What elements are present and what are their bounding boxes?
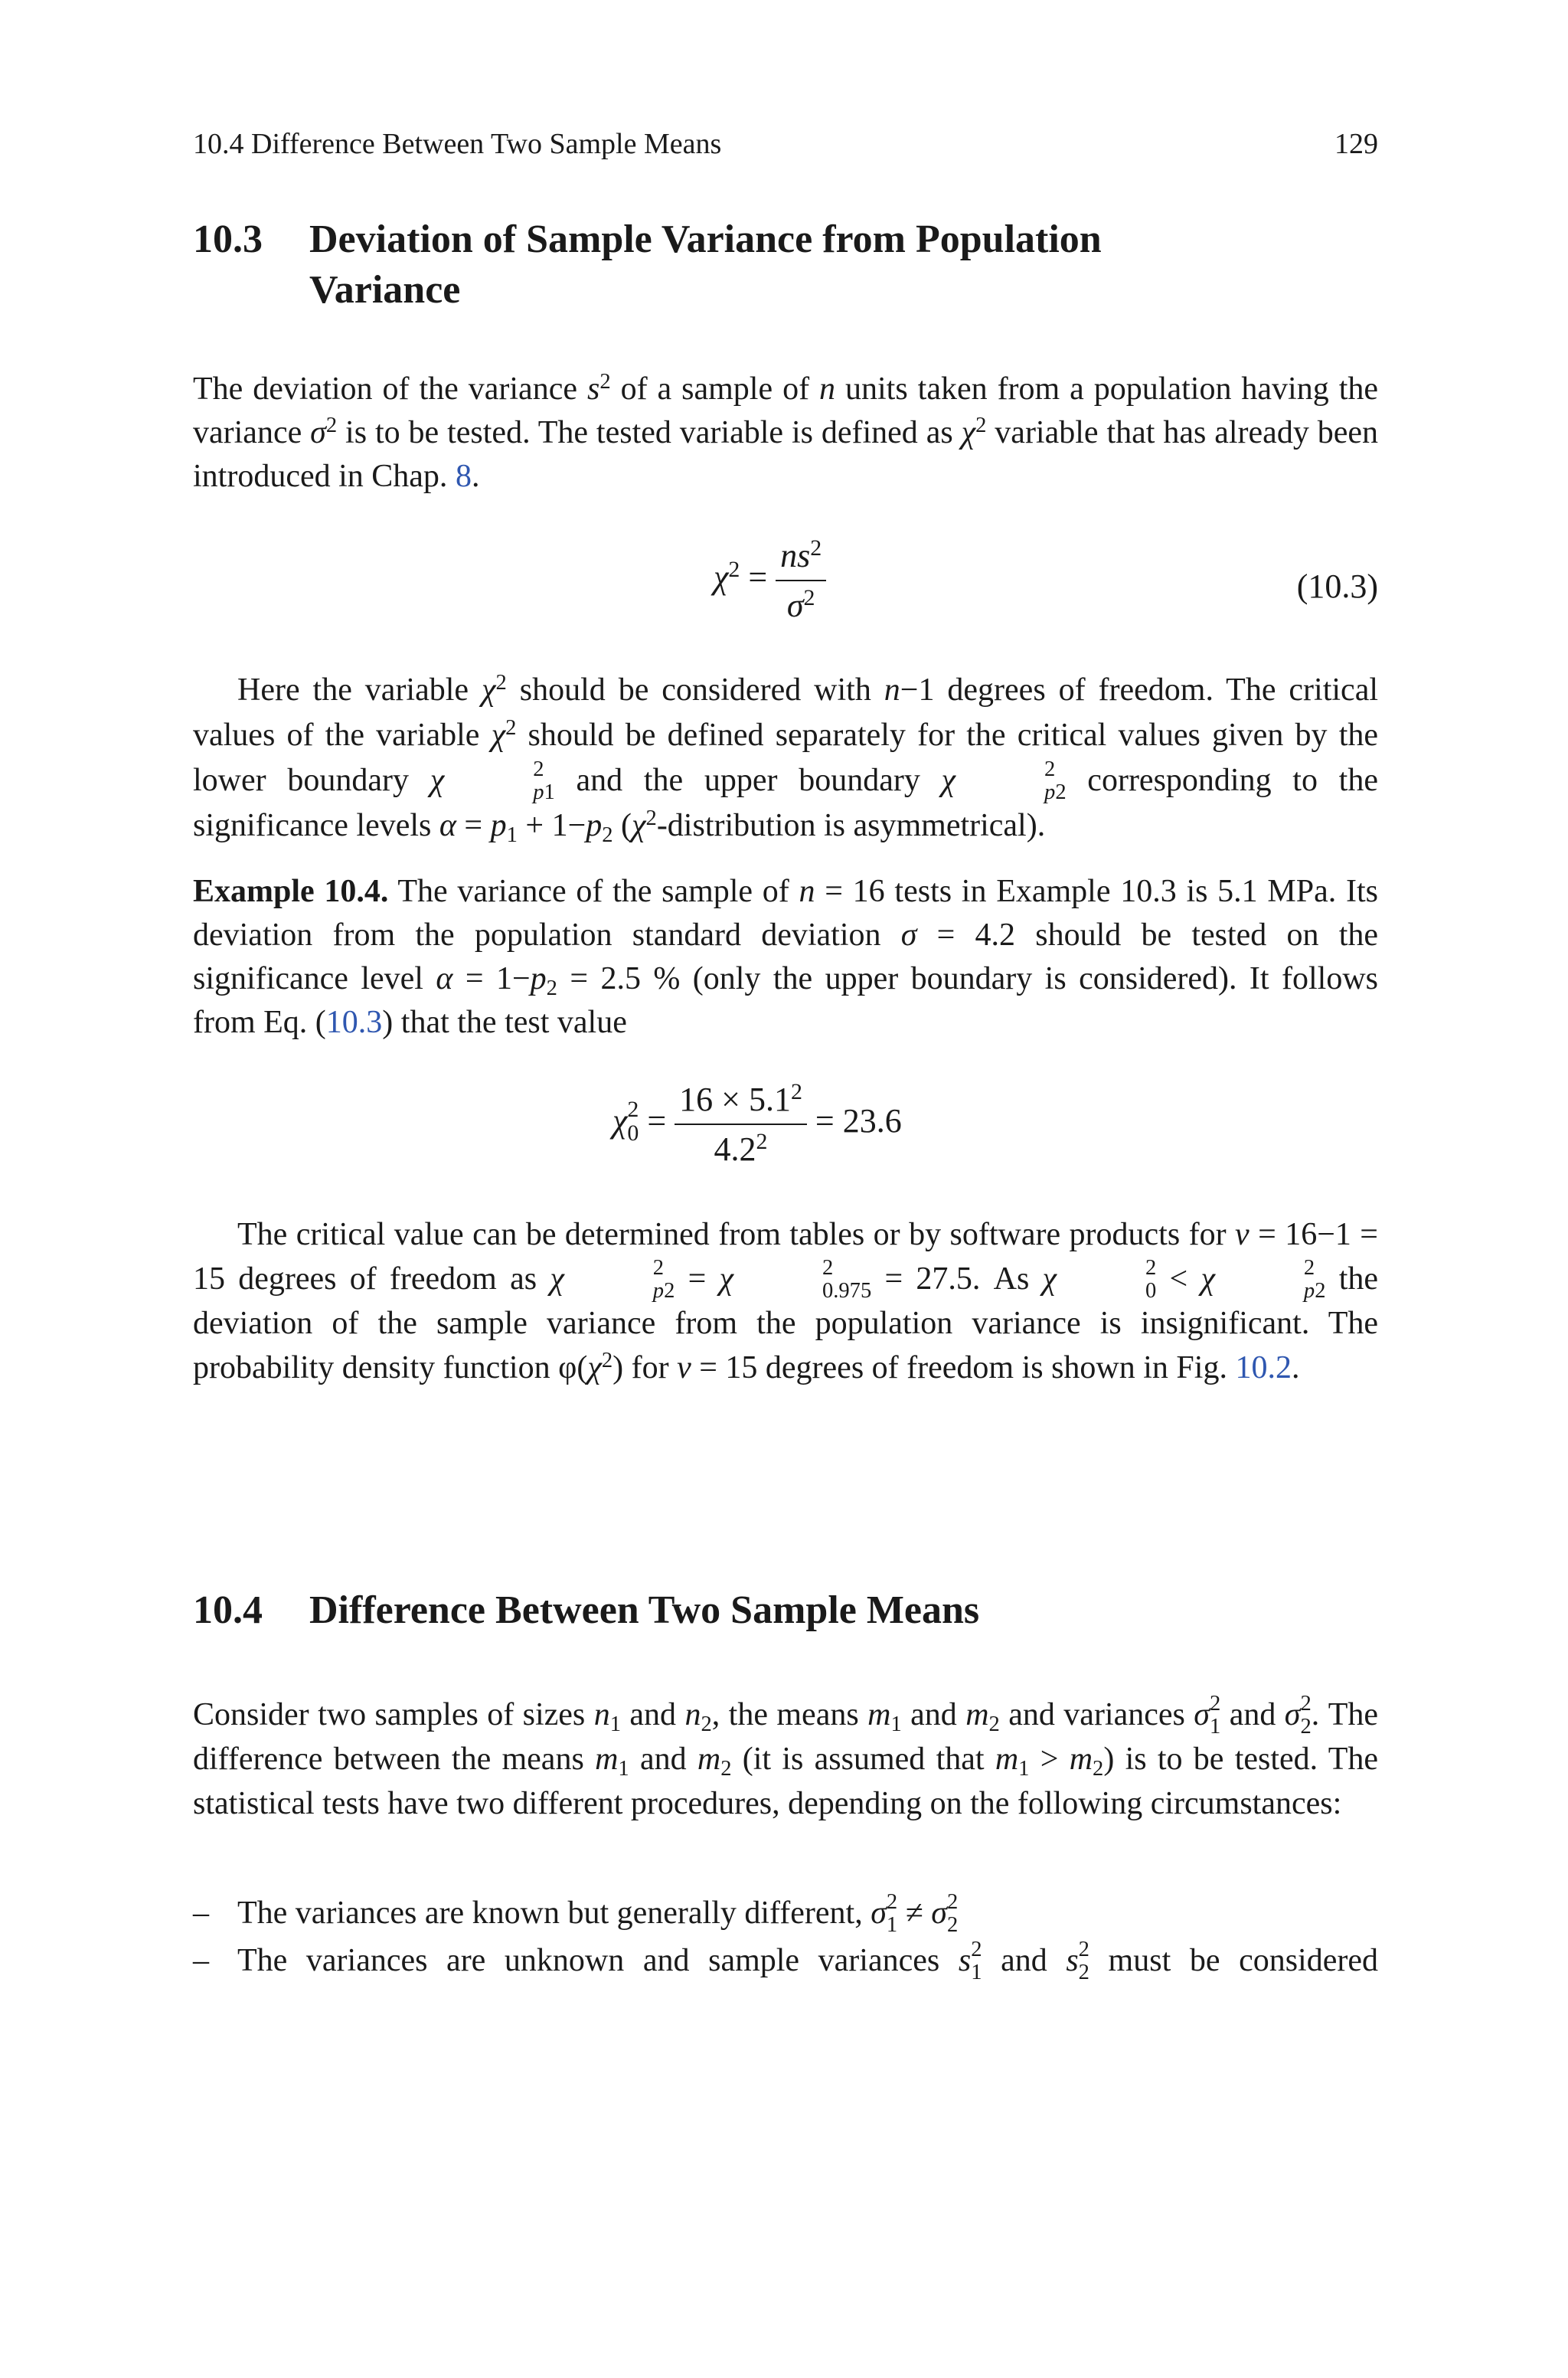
- page-number: 129: [1334, 128, 1378, 160]
- running-head-title: 10.4 Difference Between Two Sample Means: [193, 128, 722, 160]
- section-title-line2: Variance: [309, 268, 461, 312]
- figure-link[interactable]: 10.2: [1235, 1350, 1292, 1385]
- list-dash: –: [193, 1896, 209, 1931]
- critical-value-paragraph: The critical value can be determined from tables or by software products for ν = 16−1 = 15 degrees of freedom as χ 2 p2 = χ 2 0.975 = 27.5. As χ 2 0 < χ 2 p2 the deviation of the sample variance from the population variance is insignificant. The probability density function $\varphi(\chi^2)$ for ν = 15 degrees of freedom is shown in Fig. 10.2.: [193, 1217, 1379, 1385]
- list-item-text: The variances are known but generally different, σ 2 1 ≠ σ 2 2: [237, 1889, 959, 1937]
- test-value-equation: χ 2 0 = $\frac{16 \times 5.1^2}{4.2^2}$ = 23.6: [612, 1079, 902, 1168]
- chapter-link[interactable]: 8: [455, 459, 472, 494]
- section-title-line1: Deviation of Sample Variance from Population: [309, 218, 1102, 261]
- example-paragraph: Example 10.4. The variance of the sample of n = 16 tests in Example 10.3 is 5.1 MPa. Its deviation from the population standard deviation σ = 4.2 should be tested on the significance level $\alpha = 1-p_2 = 2.5$ % (only the upper boundary is considered). It follows from Eq. (10.3) that the test value: [193, 874, 1379, 1040]
- section-title: Difference Between Two Sample Means: [309, 1588, 980, 1632]
- section-title: [309, 214, 1228, 316]
- equation-10-3: $\chi^2$ = $\frac{ns^2}{\sigma^2}$ (10.3): [714, 535, 1378, 624]
- two-samples-paragraph: Consider two samples of sizes $n_1$ and $n_2$, the means $m_1$ and $m_2$ and variances σ 2 1 and σ 2 2 . The difference between the means $m_1$ and $m_2$ (it is assumed that $m_1 > m_2$) is to be tested. The statistical tests have two different procedures, depending on the following circumstances:: [193, 1691, 1378, 1821]
- running-head: [193, 127, 1378, 161]
- equation-number: (10.3): [1296, 568, 1378, 605]
- test-value-fraction: $\frac{16 \times 5.1^2}{4.2^2}$: [675, 1080, 807, 1169]
- dof-paragraph: Here the variable $\chi^2$ should be considered with n−1 degrees of freedom. The critical values of the variable $\chi^2$ should be defined separately for the critical values given by the lower boundary χ 2 p1 and the upper boundary χ 2 p2 corresponding to the significance levels $\alpha = p_1 + 1-p_2$ ($\chi^2$-distribution is asymmetrical).: [193, 670, 1379, 847]
- list-dash: –: [193, 1943, 209, 1978]
- section-number: 10.4: [193, 1588, 263, 1632]
- section-number: 10.3: [193, 218, 263, 261]
- example-label: Example 10.4.: [193, 874, 389, 909]
- equation-fraction: $\frac{ns^2}{\sigma^2}$: [776, 536, 826, 625]
- intro-paragraph: The deviation of the variance $s^2$ of a sample of n units taken from a population having the variance $\sigma^2$ is to be tested. The tested variable is defined as $\chi^2$ variable that has already been introduced in Chap. 8.: [193, 369, 1379, 494]
- equation-link[interactable]: 10.3: [325, 1005, 383, 1040]
- list-item-text: The variances are unknown and sample variances s 2 1 and s 2 2 must be considered: [237, 1937, 1378, 1984]
